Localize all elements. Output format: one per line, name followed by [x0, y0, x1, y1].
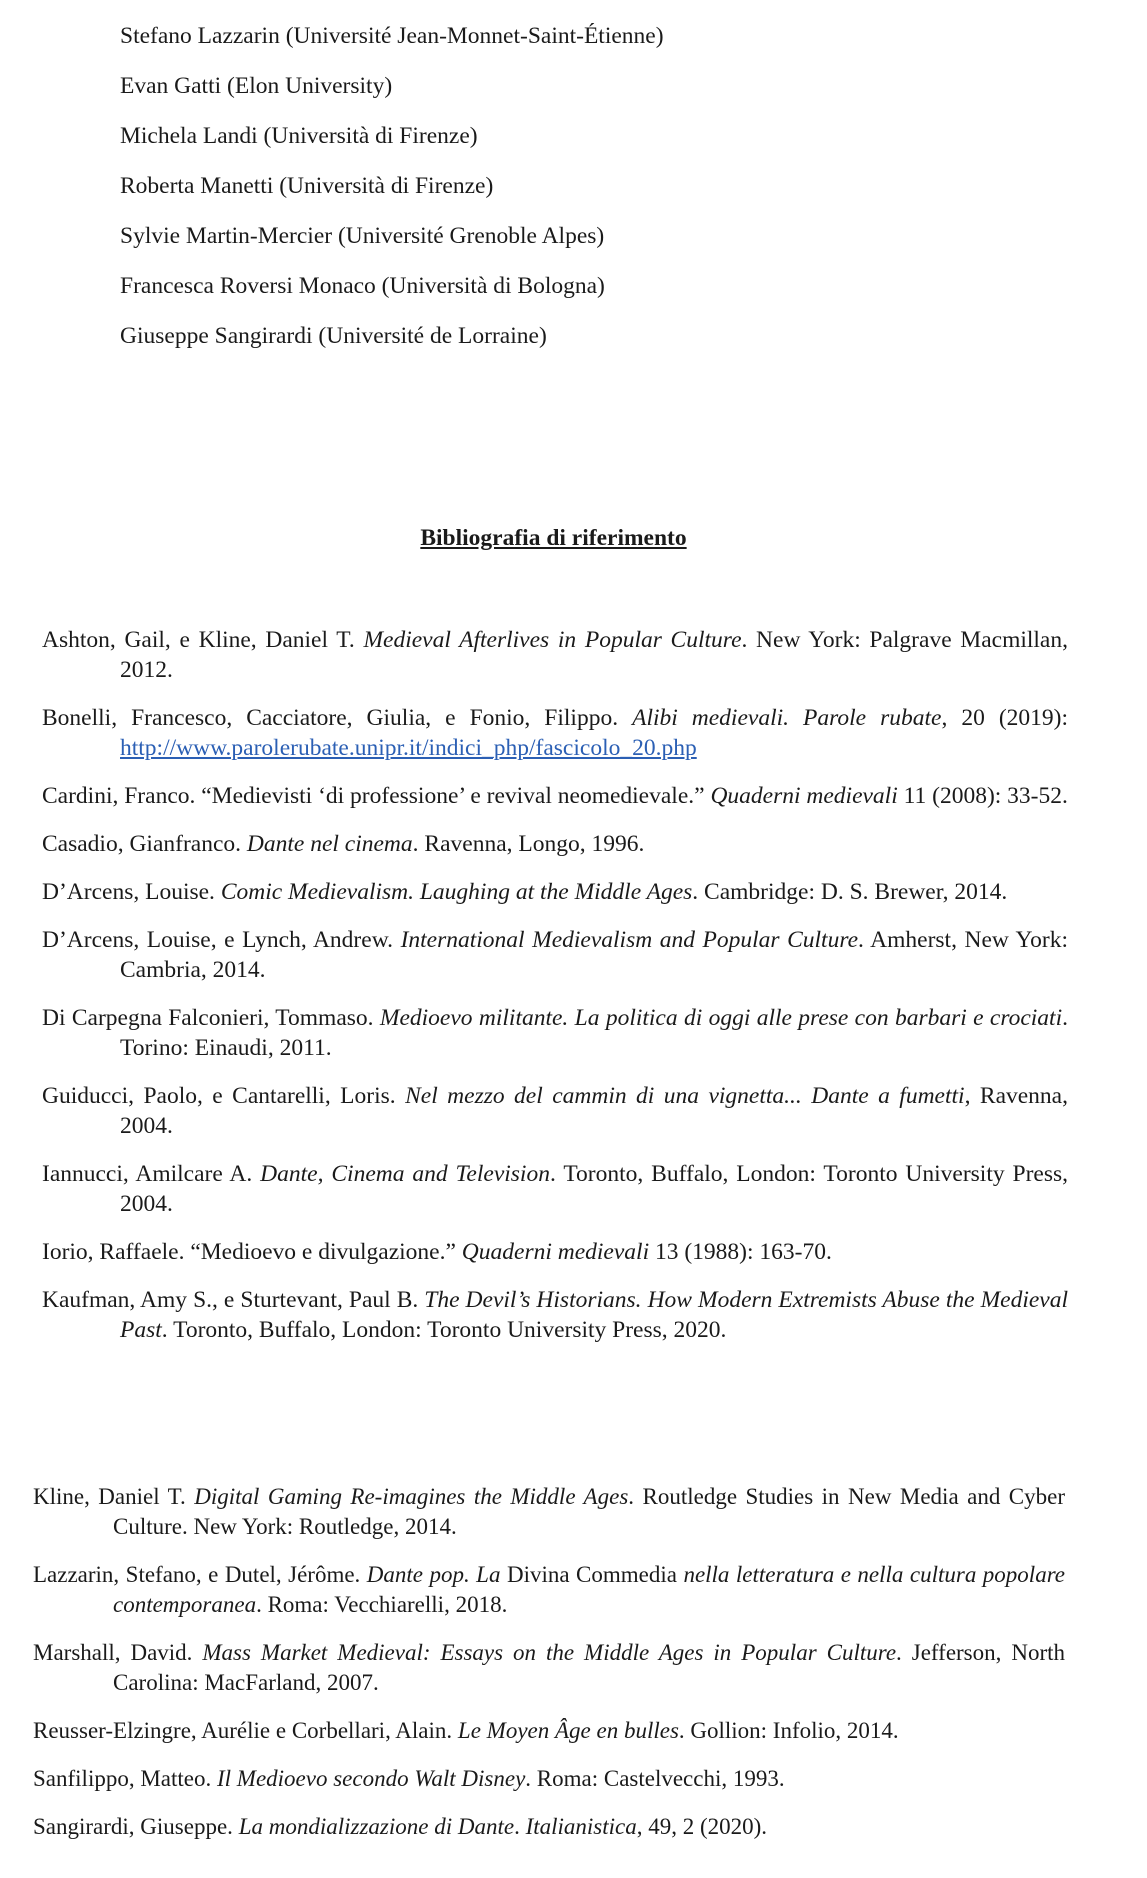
- entry-authors: Reusser-Elzingre, Aurélie e Corbellari, Alain.: [33, 1718, 458, 1743]
- bibliography-heading: Bibliografia di riferimento: [420, 525, 687, 551]
- bibliography-entry: [33, 1482, 1065, 1542]
- entry-publication: , Ravenna, 2004.: [120, 1083, 1068, 1139]
- bibliography-entry: [33, 1560, 1065, 1620]
- entry-publication: . Toronto, Buffalo, London: Toronto University Press, 2020.: [161, 1317, 727, 1343]
- entry-title-cont: nella letteratura e nella cultura popolare contemporanea: [113, 1562, 1066, 1617]
- entry-journal: Italianistica: [525, 1814, 637, 1839]
- entry-title: Nel mezzo del cammin di una vignetta... Dante a fumetti: [405, 1083, 965, 1109]
- entry-authors: Kaufman, Amy S., e Sturtevant, Paul B.: [42, 1287, 425, 1313]
- entry-publication: . Ravenna, Longo, 1996.: [412, 831, 645, 857]
- entry-authors: Iannucci, Amilcare A.: [42, 1161, 261, 1187]
- contributor: Francesca Roversi Monaco (Università di Bologna): [120, 273, 605, 299]
- entry-publication: . Gollion: Infolio, 2014.: [678, 1718, 899, 1743]
- bibliography-entry: [33, 1812, 1065, 1842]
- bibliography-entry: [42, 1237, 1068, 1267]
- entry-title: Alibi medievali. Parole rubate: [632, 705, 942, 731]
- entry-title: Medieval Afterlives in Popular Culture: [363, 627, 742, 653]
- bibliography-list-continued: [33, 1482, 1065, 1860]
- bibliography-entry: [33, 1764, 1065, 1794]
- entry-authors: Iorio, Raffaele. “Medioevo e divulgazione.”: [42, 1239, 462, 1265]
- contributor: Sylvie Martin-Mercier (Université Grenoble Alpes): [120, 223, 605, 249]
- entry-title: Dante, Cinema and Television: [260, 1161, 550, 1187]
- entry-title: Dante nel cinema: [246, 831, 413, 857]
- contributor: Evan Gatti (Elon University): [120, 73, 393, 99]
- entry-authors: Marshall, David.: [33, 1640, 203, 1665]
- entry-authors: Guiducci, Paolo, e Cantarelli, Loris.: [42, 1083, 406, 1109]
- entry-title-roman: Divina Commedia: [500, 1562, 684, 1587]
- entry-publication: . Cambridge: D. S. Brewer, 2014.: [692, 879, 1008, 905]
- contributor-list: [120, 22, 664, 372]
- entry-publication: . Roma: Vecchiarelli, 2018.: [256, 1592, 508, 1617]
- contributor: Michela Landi (Università di Firenze): [120, 123, 478, 149]
- entry-publication: , 49, 2 (2020).: [636, 1814, 768, 1839]
- contributor: Stefano Lazzarin (Université Jean-Monnet-Saint-Étienne): [120, 23, 664, 49]
- entry-publication: . Torino: Einaudi, 2011.: [120, 1005, 1068, 1061]
- entry-title: International Medievalism and Popular Culture: [400, 927, 859, 953]
- bibliography-entry: [33, 1716, 1065, 1746]
- bibliography-entry: [42, 1081, 1068, 1141]
- entry-title: La mondializzazione di Dante: [238, 1814, 515, 1839]
- entry-title: Quaderni medievali: [710, 783, 898, 809]
- entry-title: Medioevo militante. La politica di oggi alle prese con barbari e crociati: [379, 1005, 1063, 1031]
- bibliography-entry: [42, 877, 1068, 907]
- bibliography-entry: [42, 1285, 1068, 1345]
- entry-title: Le Moyen Âge en bulles: [457, 1718, 679, 1743]
- entry-publication: . New York: Palgrave Macmillan, 2012.: [120, 627, 1068, 683]
- contributor: Giuseppe Sangirardi (Université de Lorraine): [120, 323, 547, 349]
- entry-publication: . Amherst, New York: Cambria, 2014.: [120, 927, 1069, 983]
- entry-sep: .: [514, 1814, 526, 1839]
- entry-authors: Bonelli, Francesco, Cacciatore, Giulia, e Fonio, Filippo.: [42, 705, 633, 731]
- bibliography-entry: [42, 781, 1068, 811]
- entry-publication: . Jefferson, North Carolina: MacFarland, 2007.: [113, 1640, 1066, 1695]
- entry-title: Il Medioevo secondo Walt Disney: [216, 1766, 526, 1791]
- entry-authors: Kline, Daniel T.: [33, 1484, 195, 1509]
- entry-authors: Sanfilippo, Matteo.: [33, 1766, 217, 1791]
- bibliography-entry: [42, 1003, 1068, 1063]
- entry-authors: Ashton, Gail, e Kline, Daniel T.: [42, 627, 364, 653]
- entry-title: Digital Gaming Re-imagines the Middle Ages: [194, 1484, 629, 1509]
- bibliography-list: [42, 625, 1068, 1363]
- entry-title: Comic Medievalism. Laughing at the Middle Ages: [220, 879, 693, 905]
- bibliography-entry: [42, 1159, 1068, 1219]
- entry-publication: 11 (2008): 33-52.: [897, 783, 1068, 809]
- contributor: Roberta Manetti (Università di Firenze): [120, 173, 494, 199]
- entry-link[interactable]: http://www.parolerubate.unipr.it/indici_php/fascicolo_20.php: [120, 735, 697, 761]
- entry-authors: Sangirardi, Giuseppe.: [33, 1814, 239, 1839]
- bibliography-entry: [42, 925, 1068, 985]
- entry-publication: . Roma: Castelvecchi, 1993.: [525, 1766, 785, 1791]
- entry-authors: Di Carpegna Falconieri, Tommaso.: [42, 1005, 380, 1031]
- entry-authors: Lazzarin, Stefano, e Dutel, Jérôme.: [33, 1562, 367, 1587]
- entry-authors: D’Arcens, Louise, e Lynch, Andrew.: [42, 927, 401, 953]
- entry-authors: Cardini, Franco. “Medievisti ‘di professione’ e revival neomedievale.”: [42, 783, 711, 809]
- entry-title: Mass Market Medieval: Essays on the Middle Ages in Popular Culture: [202, 1640, 897, 1665]
- bibliography-entry: [42, 703, 1068, 763]
- bibliography-entry: [33, 1638, 1065, 1698]
- entry-publication: , 20 (2019):: [941, 705, 1069, 731]
- entry-title: The Devil’s Historians. How Modern Extremists Abuse the Medieval Past: [120, 1287, 1068, 1343]
- entry-authors: D’Arcens, Louise.: [42, 879, 221, 905]
- entry-title: Dante pop. La: [366, 1562, 501, 1587]
- bibliography-entry: [42, 625, 1068, 685]
- entry-publication: . Routledge Studies in New Media and Cyber Culture. New York: Routledge, 2014.: [113, 1484, 1065, 1539]
- bibliography-entry: [42, 829, 1068, 859]
- entry-title: Quaderni medievali: [461, 1239, 650, 1265]
- entry-authors: Casadio, Gianfranco.: [42, 831, 247, 857]
- entry-publication: . Toronto, Buffalo, London: Toronto University Press, 2004.: [120, 1161, 1068, 1217]
- entry-publication: 13 (1988): 163-70.: [649, 1239, 832, 1265]
